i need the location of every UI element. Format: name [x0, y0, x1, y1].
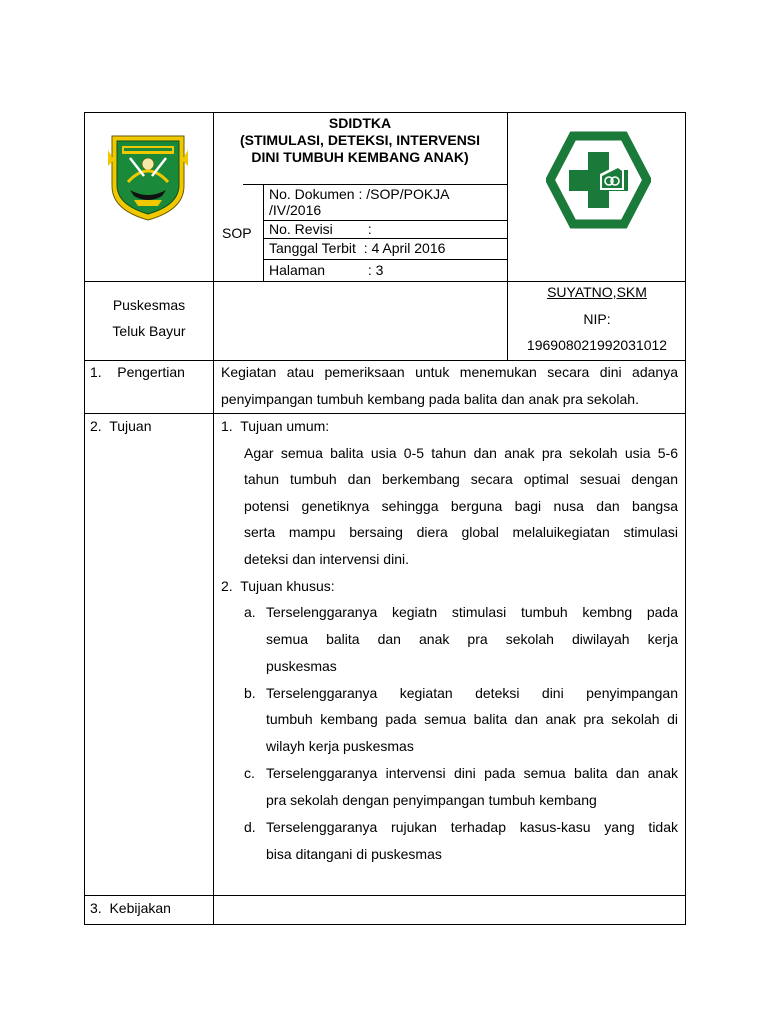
doc-number-line-1: No. Dokumen : /SOP/POKJA — [269, 186, 450, 202]
table-border-left — [84, 112, 85, 925]
khusus-item-line: wilayh kerja puskesmas — [266, 738, 414, 754]
table-border-right — [685, 112, 686, 925]
table-rule-tujuan-bottom — [84, 895, 686, 896]
section-label-pengertian: 1. Pengertian — [90, 364, 185, 380]
signatory-nip-label: NIP: — [583, 311, 611, 327]
khusus-item-marker: b. — [244, 685, 256, 701]
khusus-item-line: Terselenggaranya kegiatan deteksi dini penyimpangan — [266, 685, 678, 701]
section-label-kebijakan: 3. Kebijakan — [90, 900, 171, 916]
doc-title-line-3: DINI TUMBUH KEMBANG ANAK) — [251, 149, 469, 165]
org-name-line-2: Teluk Bayur — [112, 323, 186, 339]
table-border-bottom — [84, 924, 686, 925]
table-rule-sop-top — [243, 184, 507, 185]
puskesmas-logo-icon — [546, 130, 651, 230]
table-rule-org-bottom — [84, 360, 686, 361]
org-name-line-1: Puskesmas — [112, 297, 186, 313]
tujuan-khusus-title: 2. Tujuan khusus: — [221, 578, 335, 594]
table-col-divider — [213, 112, 214, 925]
khusus-item-line: semua balita dan anak pra sekolah diwilayah kerja — [266, 631, 678, 647]
signatory-name: SUYATNO,SKM — [547, 284, 647, 300]
doc-title-line-2: (STIMULASI, DETEKSI, INTERVENSI — [239, 132, 481, 148]
doc-number-line-2: /IV/2016 — [269, 202, 322, 218]
table-rule-tanggal — [263, 259, 507, 260]
table-border-top — [84, 112, 686, 113]
table-rule-revisi — [263, 238, 507, 239]
khusus-item-marker: c. — [244, 765, 255, 781]
table-sop-divider — [263, 184, 264, 282]
khusus-item-line: bisa ditangani di puskesmas — [266, 846, 442, 862]
khusus-item-line: Terselenggaranya intervensi dini pada semua balita dan anak — [266, 765, 678, 781]
khusus-item-marker: a. — [244, 604, 256, 620]
sop-label: SOP — [222, 225, 252, 241]
tujuan-umum-title: 1. Tujuan umum: — [221, 418, 330, 434]
tujuan-umum-line: serta mampu bersaing diera global melaluikegiatan stimulasi — [244, 524, 678, 540]
table-rule-header-bottom — [84, 281, 686, 282]
page-number: Halaman : 3 — [269, 262, 384, 278]
table-right-col-divider — [507, 112, 508, 361]
khusus-item-line: Terselenggaranya rujukan terhadap kasus-kasu yang tidak — [266, 819, 678, 835]
issue-date: Tanggal Terbit : 4 April 2016 — [269, 240, 446, 256]
section-label-tujuan: 2. Tujuan — [90, 418, 152, 434]
pengertian-text-line-2: penyimpangan tumbuh kembang pada balita dan anak pra sekolah. — [221, 391, 639, 407]
tujuan-umum-line: deteksi dan intervensi dini. — [244, 551, 409, 567]
khusus-item-marker: d. — [244, 819, 256, 835]
khusus-item-line: puskesmas — [266, 658, 337, 674]
khusus-item-line: tumbuh kembang pada semua balita dan anak pra sekolah di — [266, 711, 678, 727]
doc-title-line-1: SDIDTKA — [328, 115, 392, 131]
khusus-item-line: Terselenggaranya kegiatn stimulasi tumbuh kembng pada — [266, 604, 678, 620]
khusus-item-line: pra sekolah dengan penyimpangan tumbuh kembang — [266, 792, 597, 808]
tujuan-umum-line: tahun tumbuh dan berkembang secara optimal sesuai dengan — [244, 471, 678, 487]
signatory-nip-value: 196908021992031012 — [526, 337, 668, 353]
tujuan-umum-line: potensi genetiknya sehingga berguna bagi nusa dan bangsa — [244, 498, 678, 514]
table-rule-pengertian-bottom — [84, 413, 686, 414]
pengertian-text-line-1: Kegiatan atau pemeriksaan untuk menemukan secara dini adanya — [221, 364, 678, 380]
revision-number: No. Revisi : — [269, 221, 372, 237]
tujuan-umum-line: Agar semua balita usia 0-5 tahun dan anak pra sekolah usia 5-6 — [244, 445, 678, 461]
regional-emblem-icon — [104, 130, 192, 224]
